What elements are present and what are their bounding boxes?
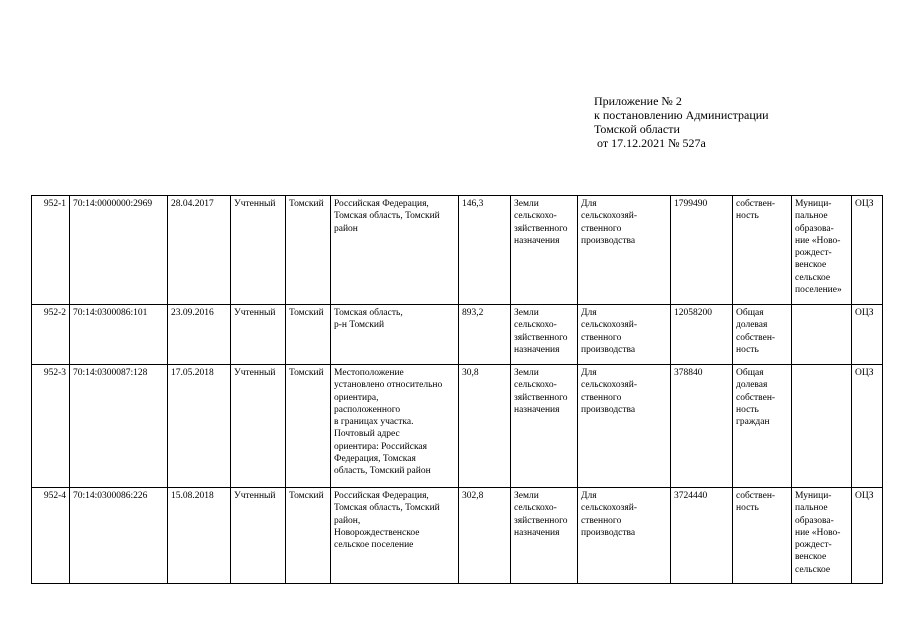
owner (792, 365, 852, 488)
appendix-header (594, 94, 769, 150)
permitted-use: Для сельскохозяй- ственного производства (578, 488, 671, 584)
district: Томский (286, 365, 331, 488)
permitted-use: Для сельскохозяй- ственного производства (578, 196, 671, 305)
address: Местоположение установлено относительно ориентира, расположенного в границах участка. Почтовый адрес ориентира: Российская Федерация, Томская область, Томский район (331, 365, 459, 488)
area: 302,8 (459, 488, 511, 584)
row-number: 952-1 (32, 196, 70, 305)
appendix-date: от 17.12.2021 № 527а (594, 136, 706, 150)
cadastral-value: 1799490 (671, 196, 733, 305)
row-number: 952-2 (32, 305, 70, 365)
cadastral-number: 70:14:0300087:128 (70, 365, 168, 488)
code: ОЦЗ (852, 365, 883, 488)
code: ОЦЗ (852, 196, 883, 305)
right-type: собствен- ность (733, 196, 792, 305)
registration-date: 28.04.2017 (168, 196, 231, 305)
address: Российская Федерация, Томская область, Томский район, Новорождественское сельское поселение (331, 488, 459, 584)
permitted-use: Для сельскохозяй- ственного производства (578, 305, 671, 365)
appendix-title: Приложение № 2 (594, 94, 682, 108)
row-number: 952-4 (32, 488, 70, 584)
status: Учтенный (231, 305, 286, 365)
land-category: Земли сельскохо- зяйственного назначения (511, 196, 578, 305)
area: 30,8 (459, 365, 511, 488)
area: 893,2 (459, 305, 511, 365)
registration-date: 17.05.2018 (168, 365, 231, 488)
table-row (32, 196, 883, 305)
table-row (32, 488, 883, 584)
owner (792, 305, 852, 365)
status: Учтенный (231, 196, 286, 305)
status: Учтенный (231, 365, 286, 488)
cadastral-number: 70:14:0300086:101 (70, 305, 168, 365)
land-category: Земли сельскохо- зяйственного назначения (511, 488, 578, 584)
table-row (32, 365, 883, 488)
district: Томский (286, 488, 331, 584)
land-category: Земли сельскохо- зяйственного назначения (511, 365, 578, 488)
cadastral-value: 378840 (671, 365, 733, 488)
right-type: собствен- ность (733, 488, 792, 584)
registration-date: 15.08.2018 (168, 488, 231, 584)
cadastral-number: 70:14:0000000:2969 (70, 196, 168, 305)
district: Томский (286, 305, 331, 365)
status: Учтенный (231, 488, 286, 584)
code: ОЦЗ (852, 488, 883, 584)
row-number: 952-3 (32, 365, 70, 488)
table-row (32, 305, 883, 365)
right-type: Общая долевая собствен- ность (733, 305, 792, 365)
area: 146,3 (459, 196, 511, 305)
owner: Муници- пальное образова- ние «Ново- рождест- венское сельское поселение» (792, 196, 852, 305)
district: Томский (286, 196, 331, 305)
appendix-resolution: к постановлению Администрации (594, 108, 769, 122)
land-category: Земли сельскохо- зяйственного назначения (511, 305, 578, 365)
permitted-use: Для сельскохозяй- ственного производства (578, 365, 671, 488)
registration-date: 23.09.2016 (168, 305, 231, 365)
cadastral-number: 70:14:0300086:226 (70, 488, 168, 584)
right-type: Общая долевая собствен- ность граждан (733, 365, 792, 488)
appendix-region: Томской области (594, 122, 680, 136)
address: Российская Федерация, Томская область, Томский район (331, 196, 459, 305)
cadastral-value: 12058200 (671, 305, 733, 365)
code: ОЦЗ (852, 305, 883, 365)
land-plots-table (31, 195, 883, 584)
address: Томская область, р-н Томский (331, 305, 459, 365)
cadastral-value: 3724440 (671, 488, 733, 584)
owner: Муници- пальное образова- ние «Ново- рождест- венское сельское (792, 488, 852, 584)
